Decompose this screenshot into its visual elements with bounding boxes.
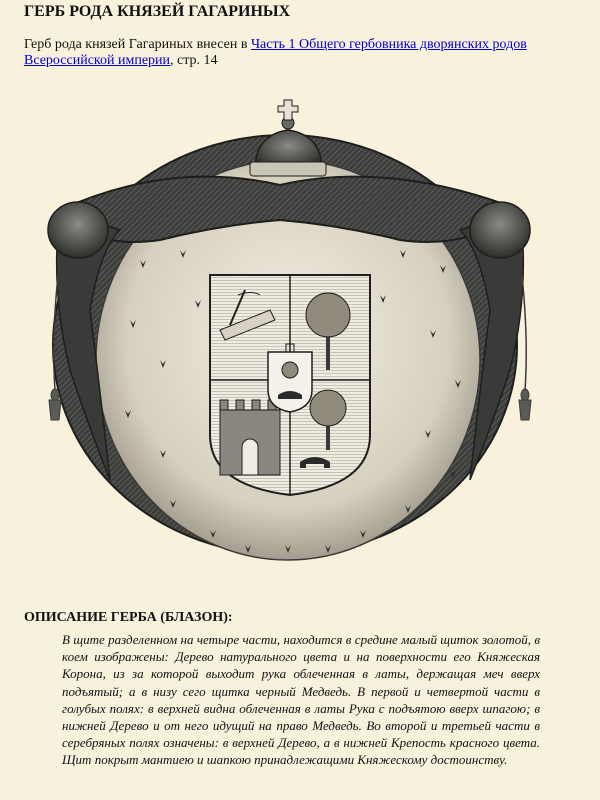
intro-paragraph bbox=[24, 37, 564, 69]
coat-of-arms-image bbox=[30, 90, 570, 590]
inescutcheon bbox=[268, 344, 312, 412]
fortress bbox=[220, 400, 280, 475]
page-title: ГЕРБ РОДА КНЯЗЕЙ ГАГАРИНЫХ bbox=[24, 3, 291, 20]
shield bbox=[210, 275, 370, 495]
blazon-text: В щите разделенном на четыре части, находится в средине малый щиток золотой, в коем изображены: Дерево натурального цвета и на поверхности его Княжеская Корона, из за которой выходит рука облеченная в латы, держащая меч вверх подъятый; а в низу сего щитка черный Медведь. В первой и четвертой части в голубых полях: в верхней видна облеченная в латы Рука с подъятою вверх шпагою; в нижней Дерево и от него идущий на право Медведь. Во второй и третьей части в серебряных полях означены: в верхней Дерево, а в нижней Крепость красного цвета. Щит покрыт мантиею и шапкою принадлежащими Княжескому достоинству. bbox=[62, 632, 540, 768]
drapery-knot-right bbox=[470, 202, 530, 258]
intro-prefix: Герб рода князей Гагариных внесен в bbox=[24, 37, 251, 52]
drapery-knot-left bbox=[48, 202, 108, 258]
armorial-link[interactable]: Часть 1 Общего гербовника дворянских родов Всероссийской империи bbox=[24, 37, 527, 68]
blazon-heading: ОПИСАНИЕ ГЕРБА (БЛАЗОН): bbox=[24, 610, 233, 625]
intro-suffix: , стр. 14 bbox=[170, 53, 218, 68]
